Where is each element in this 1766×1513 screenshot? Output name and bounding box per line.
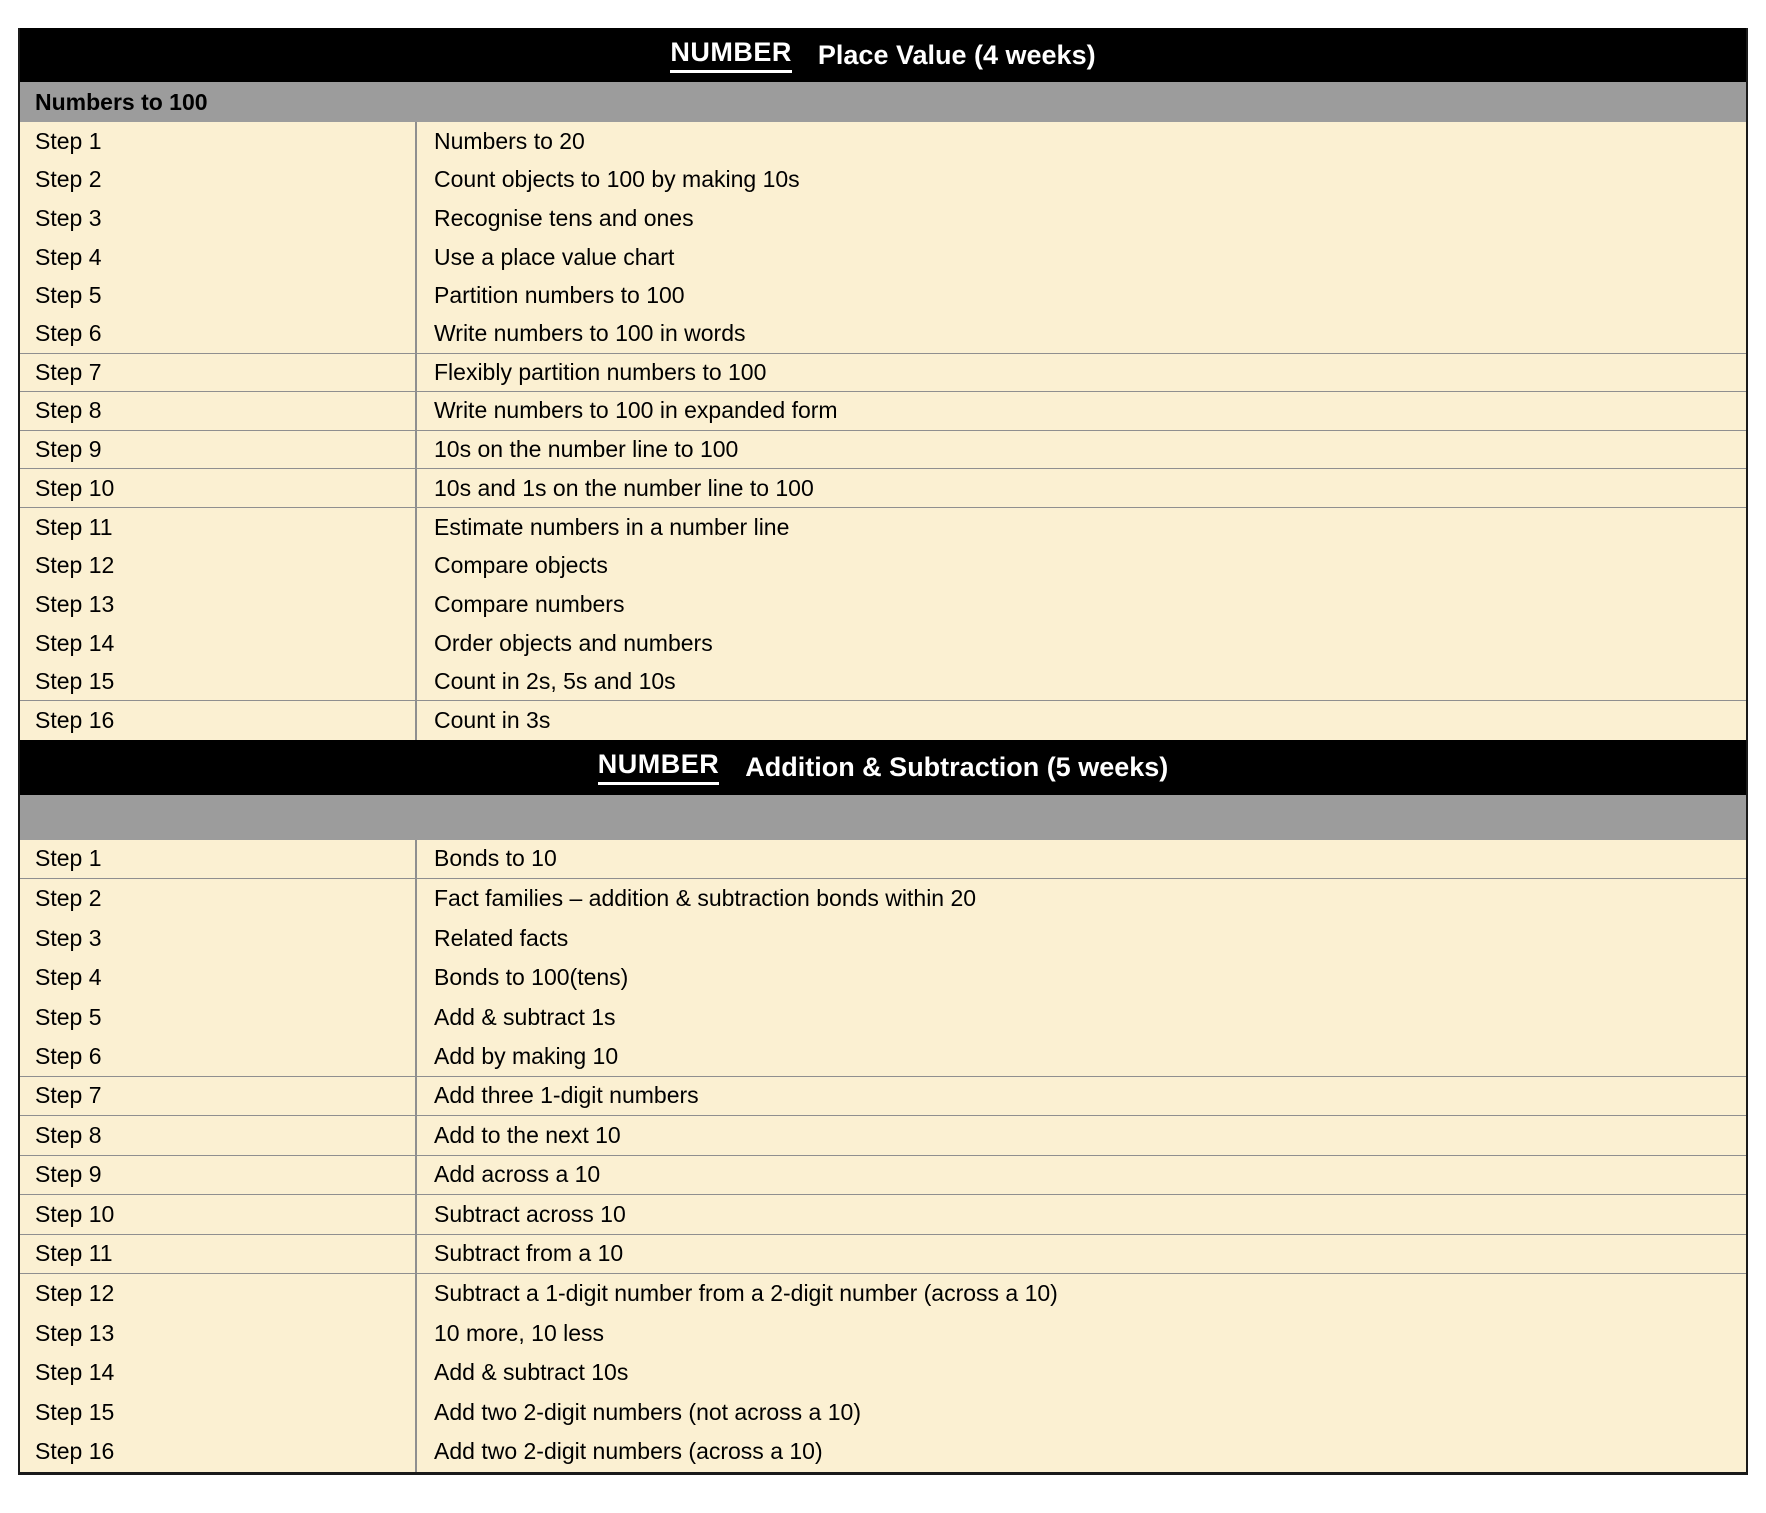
step-row — [20, 161, 1746, 200]
step-row — [20, 122, 1746, 161]
unit-title-label: Addition & Subtraction (5 weeks) — [745, 751, 1169, 782]
unit-header-bar — [20, 28, 1746, 82]
step-description-cell: Estimate numbers in a number line — [434, 513, 790, 540]
step-row — [20, 585, 1746, 624]
step-number-cell: Step 8 — [20, 392, 417, 430]
step-number-cell: Step 4 — [20, 238, 417, 277]
step-row — [20, 1156, 1746, 1196]
unit-strand-label: NUMBER — [670, 37, 792, 73]
step-description-cell: Add to the next 10 — [434, 1121, 621, 1148]
step-description-cell: Flexibly partition numbers to 100 — [434, 358, 767, 385]
step-description-cell: Add & subtract 10s — [434, 1359, 629, 1386]
step-row — [20, 624, 1746, 663]
steps-list — [20, 122, 1746, 740]
step-description-cell: Write numbers to 100 in expanded form — [434, 397, 838, 424]
step-row — [20, 431, 1746, 470]
step-number-cell: Step 8 — [20, 1116, 417, 1155]
step-description-cell: Numbers to 20 — [434, 127, 585, 154]
step-number-cell: Step 4 — [20, 958, 417, 998]
step-number-cell: Step 16 — [20, 1432, 417, 1472]
step-number-cell: Step 16 — [20, 701, 417, 740]
step-description-cell: Partition numbers to 100 — [434, 282, 685, 309]
step-description-cell: Bonds to 10 — [434, 845, 557, 872]
step-number-cell: Step 5 — [20, 276, 417, 315]
step-number-cell: Step 1 — [20, 122, 417, 161]
step-description-cell: Count in 3s — [434, 706, 551, 733]
step-row — [20, 958, 1746, 998]
step-number-cell: Step 12 — [20, 1274, 417, 1314]
scheme-of-learning-table — [18, 28, 1748, 1475]
step-number-cell: Step 9 — [20, 1156, 417, 1195]
step-description-cell: Add three 1-digit numbers — [434, 1082, 699, 1109]
step-row — [20, 1037, 1746, 1077]
step-number-cell: Step 5 — [20, 998, 417, 1038]
step-row — [20, 276, 1746, 315]
step-row — [20, 508, 1746, 547]
unit-section — [20, 28, 1746, 740]
unit-header-bar — [20, 740, 1746, 795]
step-description-cell: Count objects to 100 by making 10s — [434, 166, 800, 193]
step-row — [20, 662, 1746, 701]
step-description-cell: Add & subtract 1s — [434, 1003, 616, 1030]
step-row — [20, 392, 1746, 431]
step-description-cell: Add two 2-digit numbers (not across a 10) — [434, 1398, 861, 1425]
step-number-cell: Step 10 — [20, 469, 417, 507]
step-description-cell: 10s and 1s on the number line to 100 — [434, 474, 814, 501]
step-number-cell: Step 2 — [20, 161, 417, 200]
step-row — [20, 1314, 1746, 1354]
step-row — [20, 1195, 1746, 1235]
step-row — [20, 1393, 1746, 1433]
step-number-cell: Step 3 — [20, 919, 417, 959]
block-title-bar — [20, 795, 1746, 840]
step-row — [20, 998, 1746, 1038]
step-number-cell: Step 1 — [20, 840, 417, 879]
step-description-cell: Compare objects — [434, 552, 608, 579]
step-number-cell: Step 11 — [20, 508, 417, 547]
block-title-label: Numbers to 100 — [35, 88, 208, 115]
step-description-cell: Add by making 10 — [434, 1042, 619, 1069]
step-row — [20, 879, 1746, 919]
step-description-cell: Related facts — [434, 924, 569, 951]
step-number-cell: Step 6 — [20, 315, 417, 353]
step-description-cell: Add across a 10 — [434, 1161, 601, 1188]
step-row — [20, 315, 1746, 354]
step-row — [20, 1116, 1746, 1156]
step-row — [20, 919, 1746, 959]
step-number-cell: Step 7 — [20, 354, 417, 392]
step-number-cell: Step 10 — [20, 1195, 417, 1234]
block-title-bar — [20, 82, 1746, 122]
step-row — [20, 1353, 1746, 1393]
step-row — [20, 469, 1746, 508]
step-description-cell: Fact families – addition & subtraction bonds within 20 — [434, 885, 977, 912]
step-row — [20, 1235, 1746, 1275]
step-row — [20, 199, 1746, 238]
step-number-cell: Step 13 — [20, 1314, 417, 1354]
step-number-cell: Step 9 — [20, 431, 417, 469]
step-description-cell: Use a place value chart — [434, 243, 675, 270]
step-row — [20, 547, 1746, 586]
step-number-cell: Step 11 — [20, 1235, 417, 1274]
step-number-cell: Step 7 — [20, 1077, 417, 1116]
step-number-cell: Step 6 — [20, 1037, 417, 1076]
step-number-cell: Step 15 — [20, 1393, 417, 1433]
step-number-cell: Step 14 — [20, 624, 417, 663]
step-description-cell: Order objects and numbers — [434, 629, 713, 656]
step-description-cell: Bonds to 100(tens) — [434, 964, 629, 991]
unit-title-label: Place Value (4 weeks) — [817, 39, 1096, 70]
step-number-cell: Step 14 — [20, 1353, 417, 1393]
step-description-cell: Subtract across 10 — [434, 1200, 626, 1227]
steps-list — [20, 840, 1746, 1472]
step-description-cell: 10s on the number line to 100 — [434, 436, 739, 463]
step-row — [20, 701, 1746, 740]
step-number-cell: Step 12 — [20, 547, 417, 586]
step-description-cell: Recognise tens and ones — [434, 204, 694, 231]
step-row — [20, 1432, 1746, 1472]
step-description-cell: Subtract from a 10 — [434, 1240, 624, 1267]
step-number-cell: Step 2 — [20, 879, 417, 919]
unit-strand-label: NUMBER — [598, 749, 720, 785]
step-row — [20, 1077, 1746, 1117]
step-description-cell: 10 more, 10 less — [434, 1319, 605, 1346]
step-description-cell: Count in 2s, 5s and 10s — [434, 667, 676, 694]
step-number-cell: Step 13 — [20, 585, 417, 624]
step-description-cell: Compare numbers — [434, 590, 625, 617]
step-row — [20, 238, 1746, 277]
step-description-cell: Subtract a 1-digit number from a 2-digit number (across a 10) — [434, 1280, 1058, 1307]
step-number-cell: Step 15 — [20, 662, 417, 700]
step-row — [20, 840, 1746, 880]
step-row — [20, 354, 1746, 393]
step-row — [20, 1274, 1746, 1314]
unit-section — [20, 740, 1746, 1472]
step-description-cell: Add two 2-digit numbers (across a 10) — [434, 1438, 823, 1465]
step-description-cell: Write numbers to 100 in words — [434, 320, 746, 347]
step-number-cell: Step 3 — [20, 199, 417, 238]
